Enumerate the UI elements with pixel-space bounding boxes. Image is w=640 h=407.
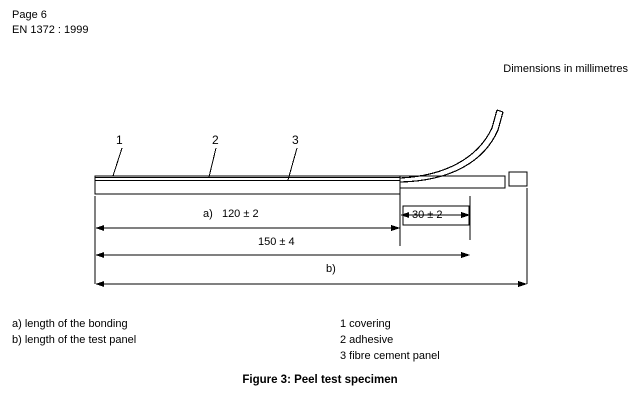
legend-2-adhesive: 2 adhesive xyxy=(340,334,394,346)
dim-arrow-tail-left xyxy=(400,212,409,218)
dimension-tail-length: 30 ± 2 xyxy=(412,209,443,221)
legend-dimension-keys xyxy=(12,316,136,348)
legend-component-keys xyxy=(340,316,440,364)
panel-tail-section xyxy=(400,176,505,188)
dimension-bonding-length: a) 120 ± 2 xyxy=(203,208,259,220)
header-standard-number: EN 1372 : 1999 xyxy=(12,24,89,36)
legend-3-fibre-cement-panel: 3 fibre cement panel xyxy=(340,350,440,362)
dim-arrow-150-left xyxy=(95,252,104,258)
dim-arrow-bonding-left xyxy=(95,225,104,231)
callout-1-leader xyxy=(113,148,122,176)
dim-arrow-bonding-right xyxy=(391,225,400,231)
callout-2-leader xyxy=(209,148,216,177)
dimension-panel-label-b: b) xyxy=(326,263,336,275)
legend-1-covering: 1 covering xyxy=(340,318,391,330)
dim-arrow-b-right xyxy=(518,281,527,287)
callout-3-leader xyxy=(288,148,297,180)
dim-arrow-b-left xyxy=(95,281,104,287)
dimensions-note: Dimensions in millimetres xyxy=(503,63,628,75)
panel-end-cap xyxy=(509,172,527,186)
peeled-strip-end xyxy=(497,110,503,112)
peeled-covering-strip-outer xyxy=(400,110,497,178)
fibre-cement-panel-body xyxy=(95,176,400,194)
dimension-panel-length: 150 ± 4 xyxy=(258,236,295,248)
callout-label-1: 1 xyxy=(116,133,123,147)
legend-a: a) length of the bonding xyxy=(12,318,128,330)
callout-label-2: 2 xyxy=(212,133,219,147)
header-page-number: Page 6 xyxy=(12,9,47,21)
legend-b: b) length of the test panel xyxy=(12,334,137,346)
peeled-covering-strip-inner xyxy=(400,112,503,182)
dim-arrow-150-right xyxy=(461,252,470,258)
callout-label-3: 3 xyxy=(292,133,299,147)
figure-caption: Figure 3: Peel test specimen xyxy=(242,374,398,386)
